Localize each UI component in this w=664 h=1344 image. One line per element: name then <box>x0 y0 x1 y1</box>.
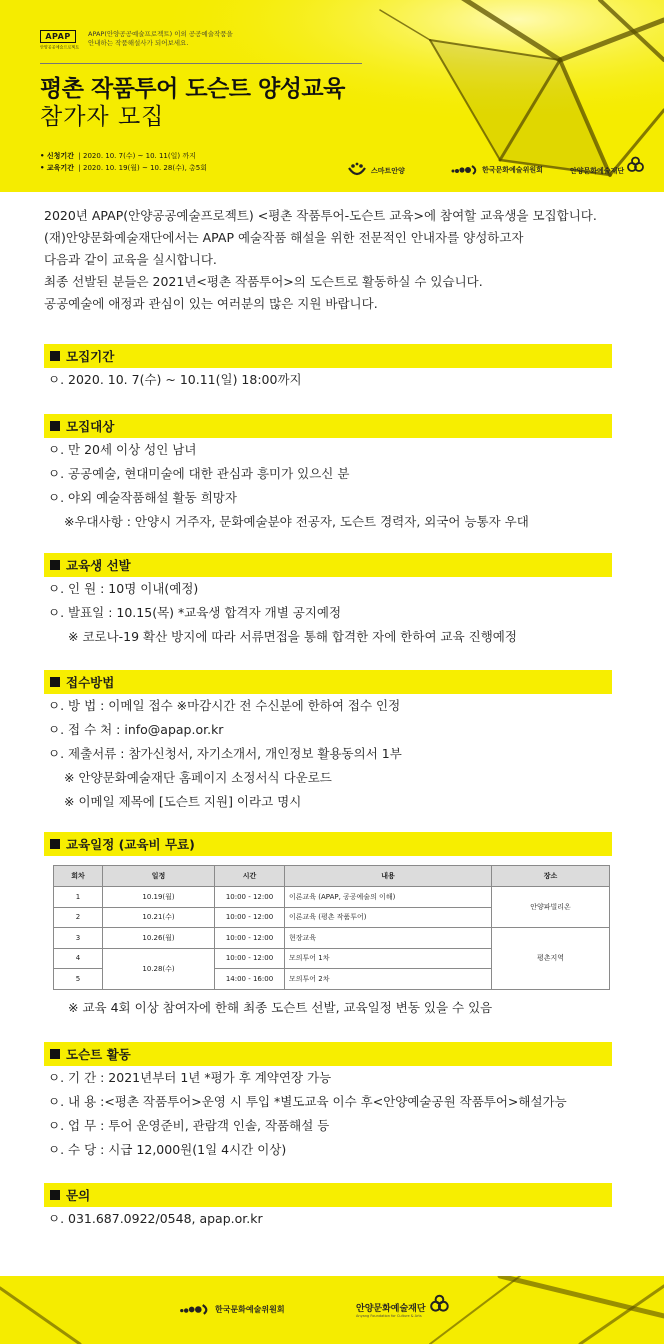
footer-foundation-logo: 안양문화예술재단 Anyang Foundation for Culture & Arts <box>356 1294 451 1318</box>
place-cell: 평촌지역 <box>492 928 610 990</box>
col-header-no: 회차 <box>54 866 103 887</box>
footer-sculpture-decoration <box>0 1276 664 1344</box>
table-row: 1 10.19(월) 10:00 - 12:00 이론교육 (APAP, 공공예술의 이해) 안양파빌리온 <box>54 887 610 908</box>
header-banner <box>0 0 664 192</box>
sponsor-logos <box>346 160 646 182</box>
table-header-row <box>54 866 610 887</box>
header-divider <box>40 63 362 64</box>
section-header-apply: 접수방법 <box>44 670 612 694</box>
col-header-content: 내용 <box>285 866 492 887</box>
col-header-time: 시간 <box>215 866 285 887</box>
section-header-contact: 문의 <box>44 1183 612 1207</box>
section-header-target: 모집대상 <box>44 414 612 438</box>
anyang-foundation-logo: 안양문화예술재단 <box>570 154 646 176</box>
foundation-circles-icon <box>429 1294 451 1314</box>
footer-banner <box>0 1276 664 1344</box>
application-period: • 신청기간 | 2020. 10. 7(수) ~ 10. 11(일) 까지 <box>40 152 196 160</box>
arko-logo: 한국문화예술위원회 <box>450 165 543 175</box>
smart-anyang-logo: 스마트안양 <box>346 162 405 180</box>
apap-logo-sub: 안양공공예술프로젝트 <box>40 45 80 51</box>
section-body-target: ㅇ. 만 20세 이상 성인 남녀 ㅇ. 공공예술, 현대미술에 대한 관심과 흥미가 있으신 분 ㅇ. 야외 예술작품해설 활동 희망자 ※우대사항 : 안양시 거주자, 문화예술분야 전공자, 도슨트 경력자, 외국어 능통자 우대 <box>48 442 529 529</box>
page-title: 평촌 작품투어 도슨트 양성교육 <box>40 76 345 102</box>
section-body-selection: ㅇ. 인 원 : 10명 이내(예정) ㅇ. 발표일 : 10.15(목) *교육생 합격자 개별 공지예정 ※ 코로나-19 확산 방지에 따라 서류면접을 통해 합격한 자에 한하여 교육 진행예정 <box>48 581 517 644</box>
section-header-schedule: 교육일정 (교육비 무료) <box>44 832 612 856</box>
table-row: 2 10.21(수) 10:00 - 12:00 이론교육 (평촌 작품투어) <box>54 907 610 928</box>
square-bullet-icon <box>50 677 60 687</box>
square-bullet-icon <box>50 1049 60 1059</box>
schedule-note: ※ 교육 4회 이상 참여자에 한해 최종 도슨트 선발, 교육일정 변동 있을 수 있음 <box>68 1000 493 1015</box>
square-bullet-icon <box>50 839 60 849</box>
section-header-selection: 교육생 선발 <box>44 553 612 577</box>
square-bullet-icon <box>50 560 60 570</box>
square-bullet-icon <box>50 1190 60 1200</box>
col-header-place: 장소 <box>492 866 610 887</box>
section-body-docent: ㅇ. 기 간 : 2021년부터 1년 *평가 후 계약연장 가능 ㅇ. 내 용 :<평촌 작품투어>운영 시 투입 *별도교육 이수 후<안양예술공원 작품투어>해설가능 ㅇ. 업 무 : 투어 운영준비, 관람객 인솔, 작품해설 등 ㅇ. 수 당 : 시급 12,000원(1일 4시간 이상) <box>48 1070 567 1157</box>
place-cell: 안양파빌리온 <box>492 887 610 928</box>
table-row: 4 10.28(수) 10:00 - 12:00 모의투어 1차 <box>54 948 610 969</box>
header-description: APAP(안양공공예술프로젝트) 이외 공공예술작품을 안내하는 작품해설사가 되어보세요. <box>88 30 233 47</box>
square-bullet-icon <box>50 351 60 361</box>
foundation-circles-icon <box>626 156 646 174</box>
intro-text: 2020년 APAP(안양공공예술프로젝트) <평촌 작품투어-도슨트 교육>에 참여할 교육생을 모집합니다. (재)안양문화예술재단에서는 APAP 예술작품 해설을 위한 전문적인 안내자를 양성하고자 다음과 같이 교육을 실시합니다. 최종 선발된 분들은 2021년<평촌 작품투어>의 도슨트로 활동하실 수 있습니다. 공공예술에 애정과 관심이 있는 여러분의 많은 지원 바랍니다. <box>44 208 597 311</box>
arko-dots-icon <box>178 1304 212 1315</box>
schedule-table <box>53 865 610 990</box>
footer-arko-logo: 한국문화예술위원회 <box>178 1304 285 1315</box>
table-row: 5 14:00 - 16:00 모의투어 2차 <box>54 969 610 990</box>
section-header-period: 모집기간 <box>44 344 612 368</box>
page-subtitle: 참가자 모집 <box>40 104 165 130</box>
col-header-date: 일정 <box>103 866 215 887</box>
section-body-contact: ㅇ. 031.687.0922/0548, apap.or.kr <box>48 1211 263 1226</box>
section-body-apply: ㅇ. 방 법 : 이메일 접수 ※마감시간 전 수신분에 한하여 접수 인정 ㅇ. 접 수 처 : info@apap.or.kr ㅇ. 제출서류 : 참가신청서, 자기소개서, 개인정보 활용동의서 1부 ※ 안양문화예술재단 홈페이지 소정서식 다운로드 ※ 이메일 제목에 [도슨트 지원] 이라고 명시 <box>48 698 402 809</box>
arko-dots-icon <box>450 165 480 175</box>
apap-logo-text: APAP <box>40 30 76 43</box>
table-row: 3 10.26(월) 10:00 - 12:00 현장교육 평촌지역 <box>54 928 610 949</box>
education-period: • 교육기간 | 2020. 10. 19(월) ~ 10. 28(수), 총5회 <box>40 164 207 172</box>
section-header-docent: 도슨트 활동 <box>44 1042 612 1066</box>
square-bullet-icon <box>50 421 60 431</box>
section-body-period: ㅇ. 2020. 10. 7(수) ~ 10.11(일) 18:00까지 <box>48 372 302 387</box>
smart-anyang-icon <box>346 162 368 180</box>
apap-logo <box>40 30 80 56</box>
